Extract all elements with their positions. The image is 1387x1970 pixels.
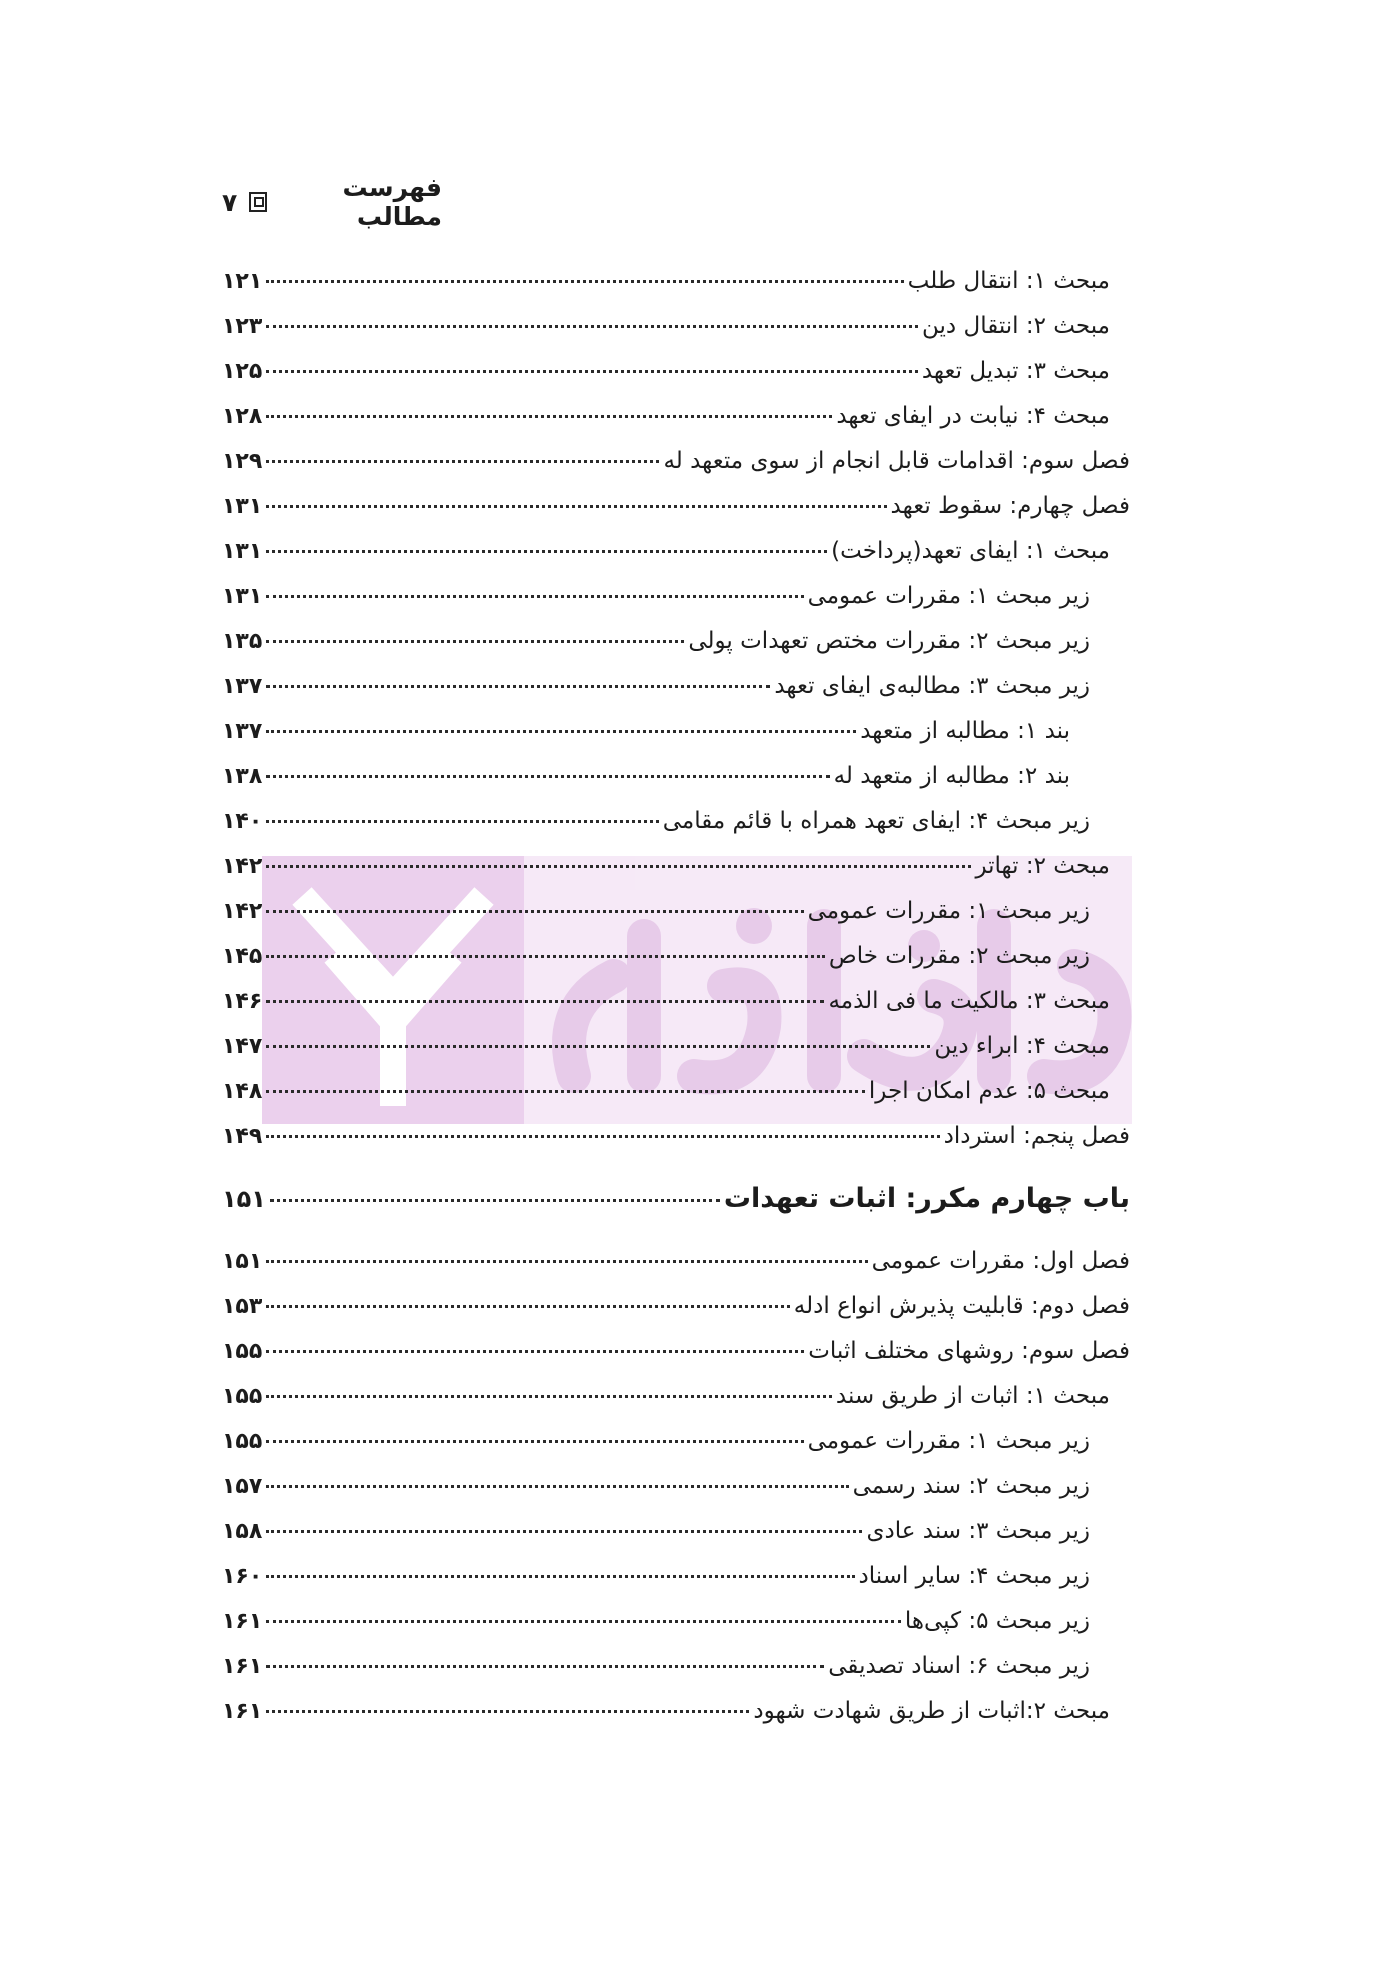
toc-entry-title: مبحث ۱: اثبات از طریق سند xyxy=(835,1383,1110,1409)
toc-entry-title: زیر مبحث ۳: سند عادی xyxy=(866,1518,1090,1544)
toc-entry xyxy=(222,1563,1090,1589)
toc-dot-leader xyxy=(266,1090,865,1093)
toc-dot-leader xyxy=(266,370,918,373)
toc-page-number: ۱۳۷ xyxy=(222,674,263,699)
toc-dot-leader xyxy=(266,1485,848,1488)
toc-entry-title: زیر مبحث ۱: مقررات عمومی xyxy=(807,583,1090,609)
toc-page-number: ۱۳۱ xyxy=(222,539,263,564)
toc-page-number: ۱۵۷ xyxy=(222,1474,263,1499)
toc-page-number: ۱۵۵ xyxy=(222,1384,263,1409)
toc-entry-title: زیر مبحث ۲: مقررات خاص xyxy=(828,943,1090,969)
toc-entry xyxy=(222,1293,1130,1319)
toc-dot-leader xyxy=(270,1199,720,1202)
toc-entry xyxy=(222,1383,1110,1409)
toc-dot-leader xyxy=(266,325,918,328)
toc-dot-leader xyxy=(266,775,829,778)
toc-entry xyxy=(222,1123,1130,1149)
toc-entry xyxy=(222,943,1090,969)
toc-entry xyxy=(222,1653,1090,1679)
toc-dot-leader xyxy=(266,280,903,283)
toc-entry-title: زیر مبحث ۱: مقررات عمومی xyxy=(807,1428,1090,1454)
toc-dot-leader xyxy=(266,415,832,418)
toc-entry-title: زیر مبحث ۶: اسناد تصدیقی xyxy=(828,1653,1090,1679)
toc-page-number: ۱۵۸ xyxy=(222,1519,263,1544)
toc-dot-leader xyxy=(266,1000,824,1003)
toc-page-number: ۱۴۵ xyxy=(222,944,263,969)
toc-page-number: ۱۶۱ xyxy=(222,1699,263,1724)
toc-page-number: ۱۳۱ xyxy=(222,584,263,609)
toc-dot-leader xyxy=(266,1440,803,1443)
toc-dot-leader xyxy=(266,550,827,553)
toc-page-number: ۱۲۸ xyxy=(222,404,263,429)
toc-entry-title: فصل پنجم: استرداد xyxy=(943,1123,1130,1149)
toc-page-number: ۱۵۱ xyxy=(222,1185,266,1213)
toc-dot-leader xyxy=(266,820,658,823)
toc-page-number: ۱۲۵ xyxy=(222,359,263,384)
toc-entry-title: زیر مبحث ۴: سایر اسناد xyxy=(858,1563,1090,1589)
toc-entry-title: فصل اول: مقررات عمومی xyxy=(871,1248,1130,1274)
toc-page-number: ۱۶۰ xyxy=(222,1564,263,1589)
toc-page-number: ۱۴۲ xyxy=(222,854,263,879)
toc-entry xyxy=(222,1428,1090,1454)
toc-entry xyxy=(222,1248,1130,1274)
toc-entry xyxy=(222,448,1130,474)
toc-entry-title: مبحث ۲: تهاتر xyxy=(975,853,1110,879)
toc-entry xyxy=(222,583,1090,609)
toc-dot-leader xyxy=(266,1305,790,1308)
toc-part-heading xyxy=(222,1183,1130,1214)
toc-entry xyxy=(222,1473,1090,1499)
header-page-number: ۷ xyxy=(222,187,238,217)
toc-dot-leader xyxy=(266,955,825,958)
toc-entry-title: مبحث ۱: ایفای تعهد(پرداخت) xyxy=(831,538,1110,564)
toc-entry xyxy=(222,853,1110,879)
toc-entry xyxy=(222,988,1110,1014)
toc-dot-leader xyxy=(266,595,803,598)
toc-dot-leader xyxy=(266,1350,804,1353)
toc-entry-title: مبحث ۴: ابراء دین xyxy=(934,1033,1110,1059)
toc-entry-title: زیر مبحث ۴: ایفای تعهد همراه با قائم مقامی xyxy=(662,808,1090,834)
toc-entry xyxy=(222,628,1090,654)
toc-dot-leader xyxy=(266,1530,862,1533)
toc-entry xyxy=(222,1033,1110,1059)
toc-entry xyxy=(222,673,1090,699)
toc-page-number: ۱۴۰ xyxy=(222,809,263,834)
toc-entry-title: فصل سوم: روشهای مختلف اثبات xyxy=(808,1338,1130,1364)
toc-entry xyxy=(222,493,1130,519)
toc-dot-leader xyxy=(266,865,971,868)
toc-dot-leader xyxy=(266,1665,824,1668)
toc-dot-leader xyxy=(266,1710,749,1713)
toc-dot-leader xyxy=(266,1045,930,1048)
toc-entry xyxy=(222,1078,1110,1104)
toc-entry xyxy=(222,898,1090,924)
toc-entry-title: باب چهارم مکرر: اثبات تعهدات xyxy=(723,1183,1130,1214)
toc-entry xyxy=(222,808,1090,834)
toc-entry xyxy=(222,1698,1110,1724)
toc-entry xyxy=(222,268,1110,294)
toc-entry-title: زیر مبحث ۲: مقررات مختص تعهدات پولی xyxy=(688,628,1090,654)
toc-entry-title: مبحث ۲: انتقال دین xyxy=(922,313,1110,339)
toc-entry-title: فصل چهارم: سقوط تعهد xyxy=(890,493,1130,519)
toc-page-number: ۱۵۱ xyxy=(222,1249,263,1274)
toc-entry xyxy=(222,1518,1090,1544)
toc-dot-leader xyxy=(266,1620,901,1623)
toc-page-number: ۱۲۳ xyxy=(222,314,263,339)
toc-entry-title: بند ۱: مطالبه از متعهد xyxy=(860,718,1070,744)
toc-entry xyxy=(222,718,1070,744)
toc-page-number: ۱۴۸ xyxy=(222,1079,263,1104)
toc-entry-title: بند ۲: مطالبه از متعهد له xyxy=(833,763,1070,789)
toc-page-number: ۱۶۱ xyxy=(222,1609,263,1634)
toc-entry-title: زیر مبحث ۳: مطالبه‌ی ایفای تعهد xyxy=(774,673,1090,699)
toc-dot-leader xyxy=(266,910,803,913)
toc-entry-title: مبحث ۲:اثبات از طریق شهادت شهود xyxy=(753,1698,1110,1724)
toc-entry xyxy=(222,403,1110,429)
toc-entry xyxy=(222,1608,1090,1634)
header-title: فهرست مطالب xyxy=(342,173,442,231)
toc-entry xyxy=(222,538,1110,564)
toc-entry-title: مبحث ۱: انتقال طلب xyxy=(907,268,1110,294)
toc-entry-title: مبحث ۴: نیابت در ایفای تعهد xyxy=(836,403,1110,429)
toc-dot-leader xyxy=(266,640,684,643)
toc-dot-leader xyxy=(266,1260,867,1263)
toc-page-number: ۱۳۱ xyxy=(222,494,263,519)
toc-entry-title: زیر مبحث ۲: سند رسمی xyxy=(852,1473,1090,1499)
toc-dot-leader xyxy=(266,460,659,463)
toc-dot-leader xyxy=(266,1575,854,1578)
toc-page-number: ۱۴۹ xyxy=(222,1124,263,1149)
toc-entry xyxy=(222,313,1110,339)
toc-dot-leader xyxy=(266,685,770,688)
toc-entry xyxy=(222,763,1070,789)
toc-page-number: ۱۲۱ xyxy=(222,269,263,294)
toc-entry xyxy=(222,358,1110,384)
toc-page-number: ۱۵۵ xyxy=(222,1429,263,1454)
toc-dot-leader xyxy=(266,1395,832,1398)
toc-page-number: ۱۳۸ xyxy=(222,764,263,789)
toc-entry-title: فصل دوم: قابلیت پذیرش انواع ادله xyxy=(793,1293,1130,1319)
toc-dot-leader xyxy=(266,505,886,508)
toc-page-number: ۱۲۹ xyxy=(222,449,263,474)
toc-page-number: ۱۴۷ xyxy=(222,1034,263,1059)
toc-page-number: ۱۳۵ xyxy=(222,629,263,654)
toc-page-number: ۱۵۵ xyxy=(222,1339,263,1364)
toc-page-number: ۱۶۱ xyxy=(222,1654,263,1679)
toc-entry-title: فصل سوم: اقدامات قابل انجام از سوی متعهد له xyxy=(663,448,1130,474)
toc-entry-title: زیر مبحث ۵: کپی‌ها xyxy=(904,1608,1090,1634)
toc-entry-title: مبحث ۳: مالکیت ما فی الذمه xyxy=(828,988,1110,1014)
toc-page-number: ۱۳۷ xyxy=(222,719,263,744)
toc-entry-title: زیر مبحث ۱: مقررات عمومی xyxy=(807,898,1090,924)
toc-dot-leader xyxy=(266,1135,939,1138)
toc-page-number: ۱۵۳ xyxy=(222,1294,263,1319)
toc-entry xyxy=(222,1338,1130,1364)
toc-page-number: ۱۴۲ xyxy=(222,899,263,924)
toc-entry-title: مبحث ۳: تبدیل تعهد xyxy=(921,358,1110,384)
toc-page-number: ۱۴۶ xyxy=(222,989,263,1014)
toc-entry-title: مبحث ۵: عدم امکان اجرا xyxy=(868,1078,1110,1104)
toc-dot-leader xyxy=(266,730,856,733)
